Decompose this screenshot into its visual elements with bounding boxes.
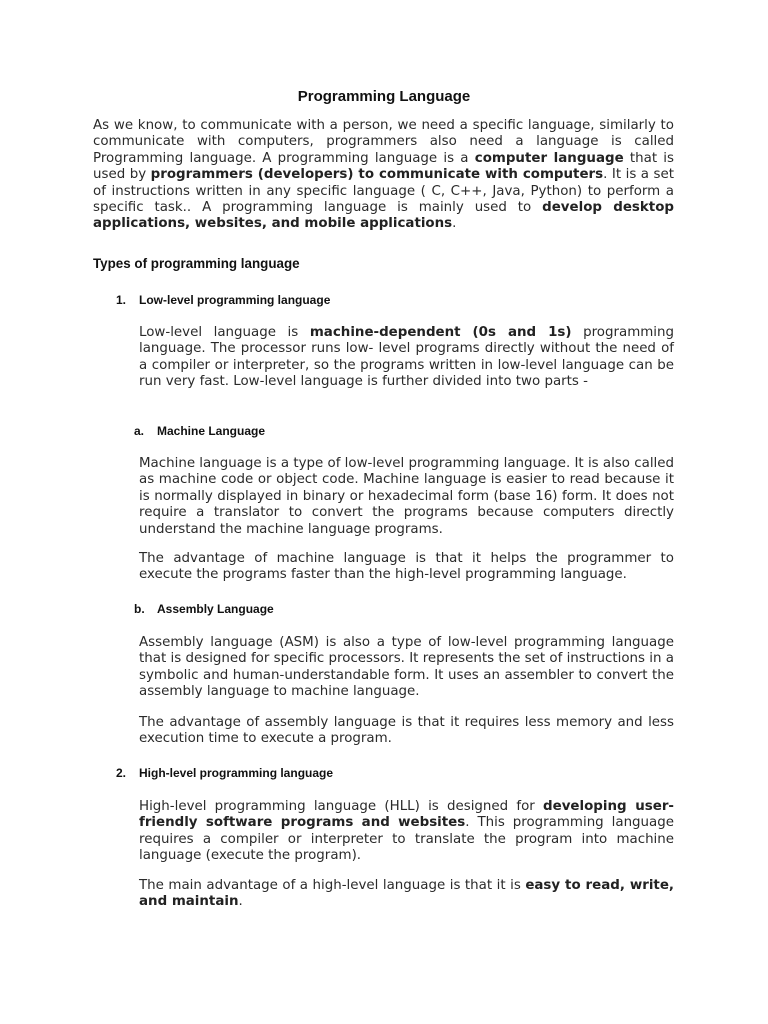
low-level-paragraph [139,325,674,391]
machine-language-heading-text: Machine Language [157,424,266,438]
document-title: Programming Language [297,88,471,105]
machine-language-paragraph-1: Machine language is a type of low-level programming language. It is also called as machine code or object code. Machine language is easier to read because it is normally displayed in binary or hexadecimal form (base 16) form. It does not require a translator to convert the programs because computers directly understand the machine language programs. [139,456,674,537]
low-level-text-1: Low-level language is [139,325,310,340]
high-level-bold-1: developing user-friendly software programs and websites [139,799,674,831]
low-level-heading-text: Low-level programming language [139,293,331,307]
intro-text-1: As we know, to communicate with a person, we need a specific language, similarly to communicate with computers, programmers also need a language is called Programming language. A programming language is a [93,118,674,166]
high-level-text-1: High-level programming language (HLL) is designed for [139,799,544,814]
assembly-language-heading [134,602,274,616]
high-level-adv-bold-1: easy to read, write, and maintain [139,878,674,910]
high-level-adv-text-1: The main advantage of a high-level language is that it is [139,878,526,893]
intro-text-3: . It is a set of instructions written in any specific language ( C, C++, Java, Python) to perform a specific task.. A programming language is mainly used to [93,167,674,216]
intro-paragraph [93,118,674,233]
high-level-paragraph-1 [139,799,674,865]
machine-language-letter: a. [134,424,145,438]
high-level-heading-text: High-level programming language [139,766,334,780]
intro-bold-2: programmers (developers) to communicate with computers [150,167,604,183]
assembly-language-paragraph-1: Assembly language (ASM) is also a type of low-level programming language that is designed for specific processors. It represents the set of instructions in a symbolic and human-understandable form. It uses an assembler to convert the assembly language to machine language. [139,635,674,700]
high-level-heading [116,766,333,780]
machine-language-paragraph-2: The advantage of machine language is that it helps the programmer to execute the programs faster than the high-level programming language. [139,551,674,583]
machine-language-heading [134,424,265,438]
low-level-heading [116,293,330,307]
intro-bold-3: develop desktop applications, websites, and mobile applications [93,200,674,232]
assembly-language-letter: b. [134,602,145,616]
low-level-bold-1: machine-dependent (0s and 1s) [309,325,572,340]
assembly-language-paragraph-2: The advantage of assembly language is that it requires less memory and less execution time to execute a program. [139,715,674,747]
high-level-number: 2. [116,766,127,780]
intro-text-2: that is used by [93,150,674,183]
intro-bold-1: computer language [474,150,624,166]
assembly-language-heading-text: Assembly Language [157,602,274,616]
types-heading: Types of programming language [93,256,300,271]
low-level-text-2: programming language. The processor runs low- level programs directly without the need of a compiler or interpreter, so the programs written in low-level language can be run very fast. Low-level language is further divided into two parts - [139,325,674,390]
high-level-text-2: . This programming language requires a compiler or interpreter to translate the program into machine language (execute the program). [139,815,674,864]
intro-text-4: . [452,216,457,232]
low-level-number: 1. [116,293,127,307]
high-level-adv-text-2: . [238,894,243,910]
high-level-paragraph-2 [139,878,674,911]
